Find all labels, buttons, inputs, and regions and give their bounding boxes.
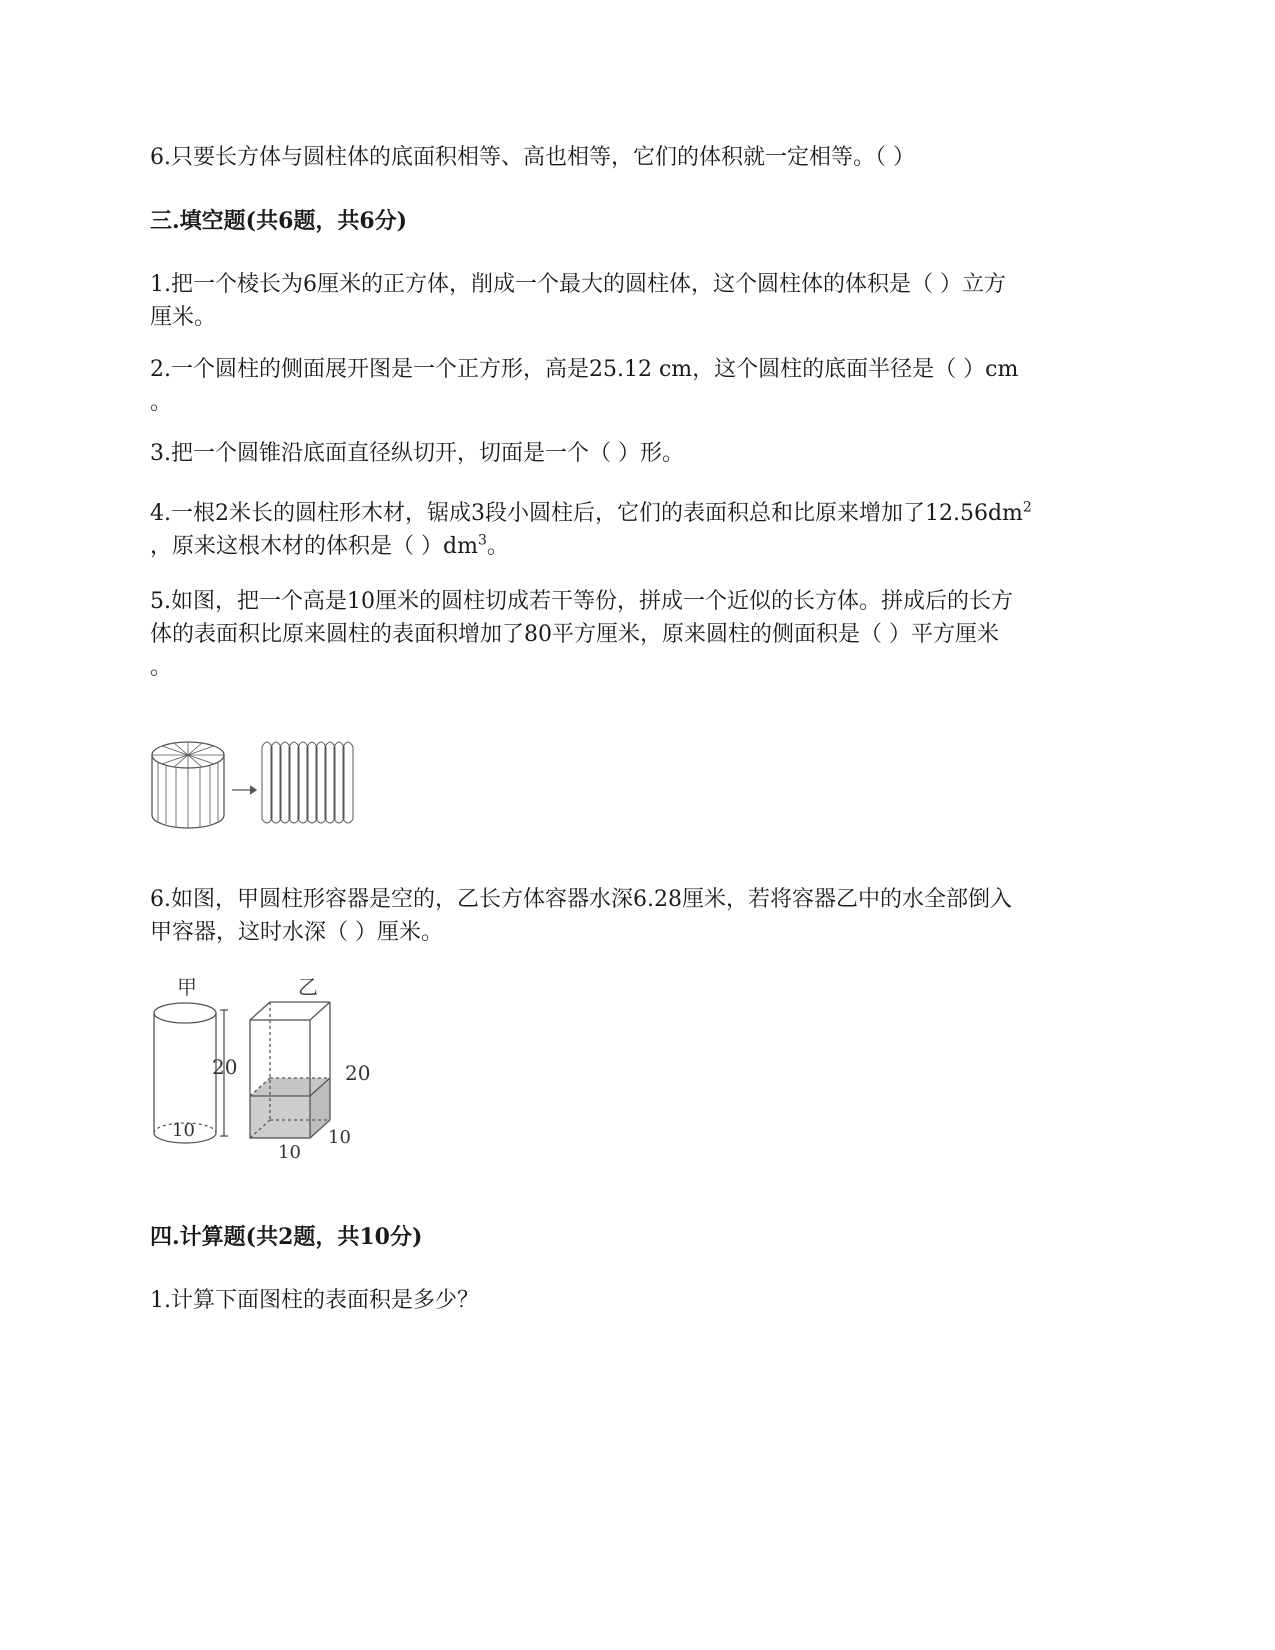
- judge-question-6: 6.只要长方体与圆柱体的底面积相等、高也相等，它们的体积就一定相等。（ ）: [150, 145, 915, 170]
- fill-q5-line1: 5.如图，把一个高是10厘米的圆柱切成若干等份，拼成一个近似的长方体。拼成后的长方: [150, 589, 1013, 614]
- fill-q5-line2: 体的表面积比原来圆柱的表面积增加了80平方厘米，原来圆柱的侧面积是（ ）平方厘米: [150, 622, 999, 647]
- label-yi: 乙: [298, 975, 318, 999]
- fill-question-5: [150, 585, 1130, 684]
- fill-question-2: [150, 353, 1130, 419]
- yi-width-label: 10: [278, 1142, 301, 1163]
- fill-q2-line2: 。: [150, 390, 173, 415]
- fill-question-4: [150, 497, 1130, 563]
- fill-question-6: [150, 883, 1130, 949]
- fill-q2-line1: 2.一个圆柱的侧面展开图是一个正方形，高是25.12 cm，这个圆柱的底面半径是（ ）cm: [150, 357, 1019, 382]
- fill-question-1: [150, 268, 1130, 334]
- fill-q4-line2: ，原来这根木材的体积是（ ）$dm^3$。: [150, 532, 509, 559]
- cylinder-to-cuboid-figure: [150, 735, 360, 835]
- fill-q1-line2: 厘米。: [150, 305, 217, 330]
- containers-figure: [150, 968, 380, 1168]
- section-3-heading: 三.填空题(共6题，共6分): [150, 208, 408, 234]
- fill-q6-line2: 甲容器，这时水深（ ）厘米。: [150, 920, 443, 945]
- yi-height-label: 20: [345, 1061, 371, 1085]
- calc-question-1: 1.计算下面图柱的表面积是多少？: [150, 1288, 479, 1313]
- yi-depth-label: 10: [328, 1127, 351, 1148]
- fill-q4-line1: 4.一根2米长的圆柱形木材，锯成3段小圆柱后，它们的表面积总和比原来增加了$12.56dm^2$: [150, 499, 1032, 526]
- fill-q5-line3: 。: [150, 655, 173, 680]
- fill-q1-line1: 1.把一个棱长为6厘米的正方体，削成一个最大的圆柱体，这个圆柱体的体积是（ ）立方: [150, 272, 1006, 297]
- section-4-heading: 四.计算题(共2题，共10分): [150, 1224, 423, 1250]
- fill-q6-line1: 6.如图，甲圆柱形容器是空的，乙长方体容器水深6.28厘米，若将容器乙中的水全部倒入: [150, 887, 1012, 912]
- jia-diameter-label: 10: [172, 1120, 195, 1141]
- jia-height-label: 20: [212, 1055, 238, 1079]
- label-jia: 甲: [177, 975, 197, 999]
- fill-question-3: 3.把一个圆锥沿底面直径纵切开，切面是一个（ ）形。: [150, 441, 684, 466]
